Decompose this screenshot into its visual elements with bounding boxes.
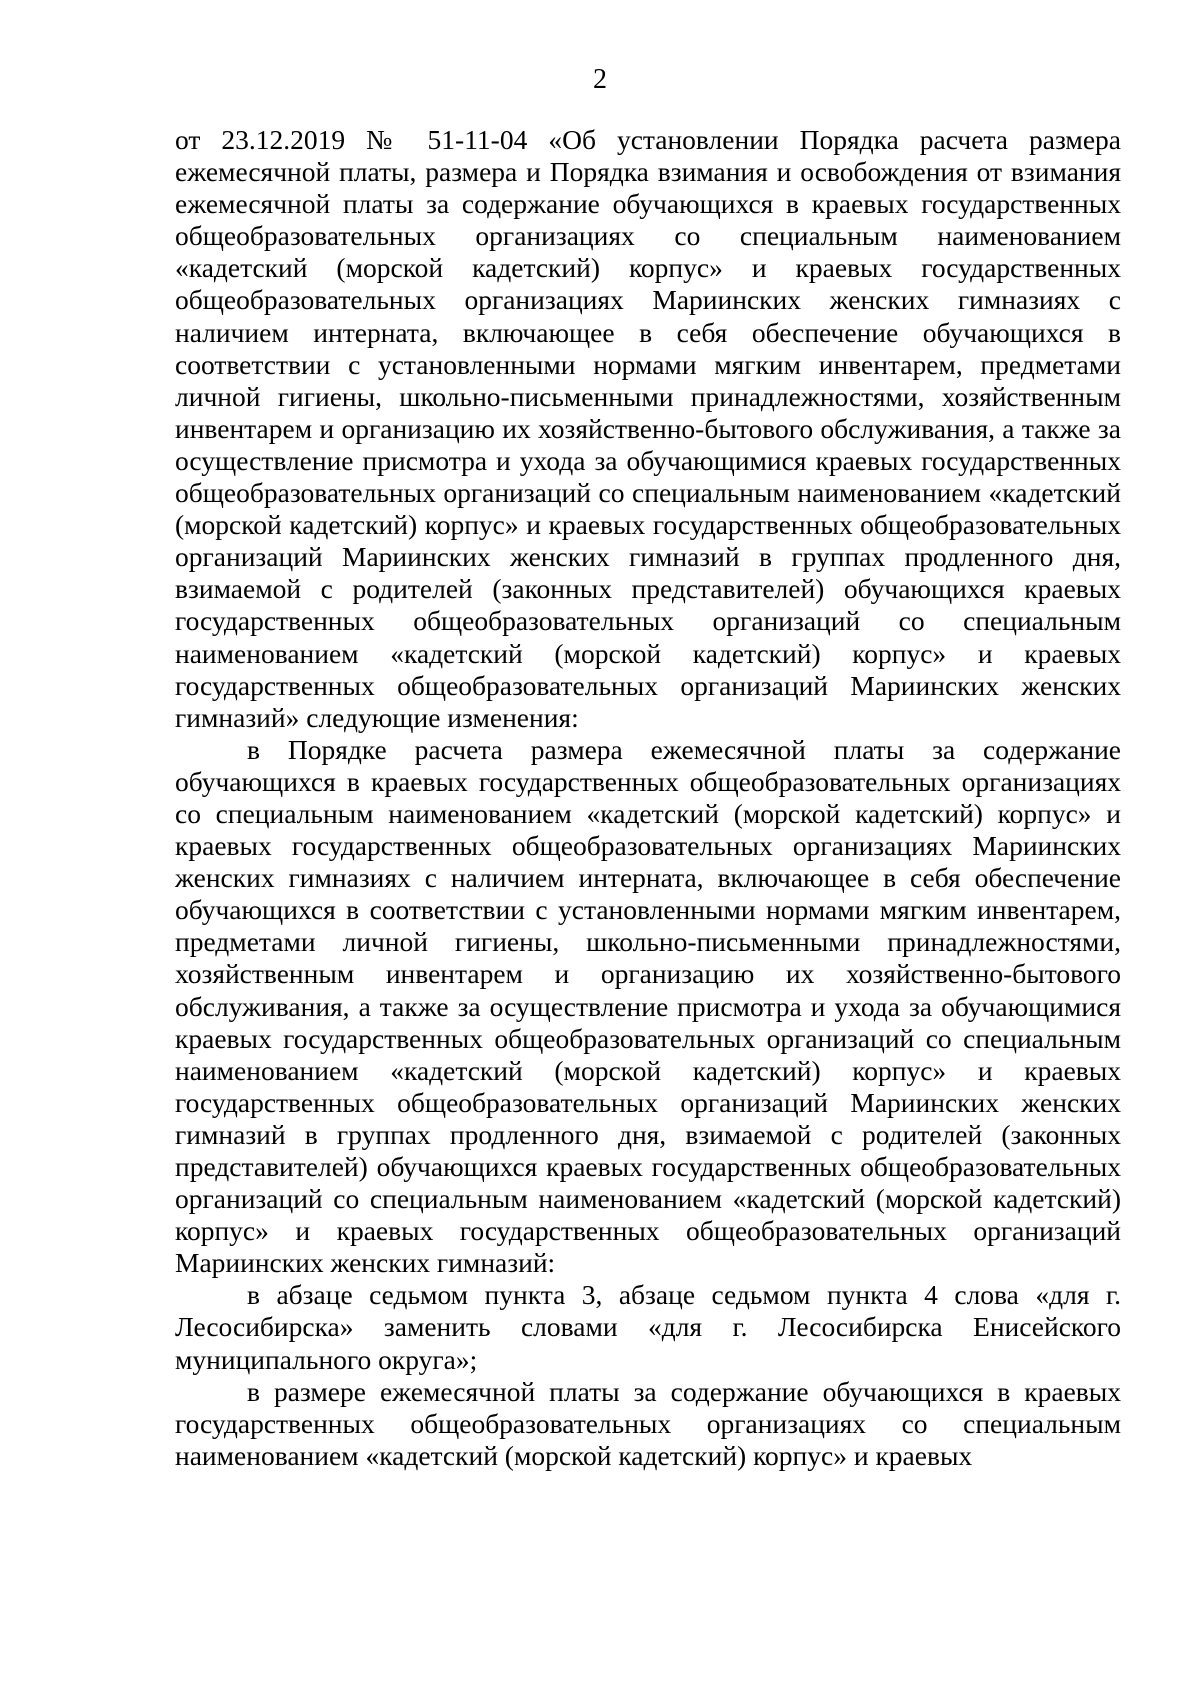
- paragraph-word-replacement: в абзаце седьмом пункта 3, абзаце седьмом пункта 4 слова «для г. Лесосибирска» заменить словами «для г. Лесосибирска Енисейского муниципального округа»;: [175, 1279, 1121, 1375]
- paragraph-fee-amount: в размере ежемесячной платы за содержание обучающихся в краевых государственных общеобразовательных организациях со специальным наименованием «кадетский (морской кадетский) корпус» и краевых: [175, 1375, 1121, 1471]
- paragraph-decree-reference: от 23.12.2019 № 51-11-04 «Об установлении Порядка расчета размера ежемесячной платы, размера и Порядка взимания и освобождения от взимания ежемесячной платы за содержание обучающихся в краевых государственных общеобразовательных организациях со специальным наименованием «кадетский (морской кадетский) корпус» и краевых государственных общеобразовательных организациях Мариинских женских гимназиях с наличием интерната, включающее в себя обеспечение обучающихся в соответствии с установленными нормами мягким инвентарем, предметами личной гигиены, школьно-письменными принадлежностями, хозяйственным инвентарем и организацию их хозяйственно-бытового обслуживания, а также за осуществление присмотра и ухода за обучающимися краевых государственных общеобразовательных организаций со специальным наименованием «кадетский (морской кадетский) корпус» и краевых государственных общеобразовательных организаций Мариинских женских гимназий в группах продленного дня, взимаемой с родителей (законных представителей) обучающихся краевых государственных общеобразовательных организаций со специальным наименованием «кадетский (морской кадетский) корпус» и краевых государственных общеобразовательных организаций Мариинских женских гимназий» следующие изменения:: [175, 124, 1121, 733]
- document-body: [175, 124, 1121, 1472]
- page-number: 2: [593, 64, 607, 95]
- paragraph-procedure-amendment: в Порядке расчета размера ежемесячной платы за содержание обучающихся в краевых государственных общеобразовательных организациях со специальным наименованием «кадетский (морской кадетский) корпус» и краевых государственных общеобразовательных организациях Мариинских женских гимназиях с наличием интерната, включающее в себя обеспечение обучающихся в соответствии с установленными нормами мягким инвентарем, предметами личной гигиены, школьно-письменными принадлежностями, хозяйственным инвентарем и организацию их хозяйственно-бытового обслуживания, а также за осуществление присмотра и ухода за обучающимися краевых государственных общеобразовательных организаций со специальным наименованием «кадетский (морской кадетский) корпус» и краевых государственных общеобразовательных организаций Мариинских женских гимназий в группах продленного дня, взимаемой с родителей (законных представителей) обучающихся краевых государственных общеобразовательных организаций со специальным наименованием «кадетский (морской кадетский) корпус» и краевых государственных общеобразовательных организаций Мариинских женских гимназий:: [175, 733, 1121, 1279]
